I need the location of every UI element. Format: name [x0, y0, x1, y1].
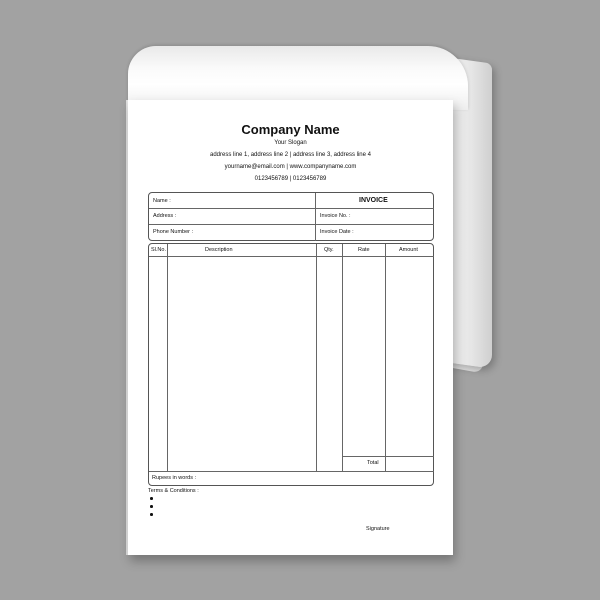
column-header-qty: Qty. [324, 247, 334, 253]
customer-info-box [148, 192, 434, 241]
total-label: Total [367, 460, 379, 466]
column-header-description: Description [205, 247, 233, 253]
terms-label: Terms & Conditions : [148, 488, 199, 494]
company-name: Company Name [241, 122, 340, 137]
items-table [148, 243, 434, 486]
invoice-title: INVOICE [359, 197, 388, 204]
signature-label: Signature [366, 526, 390, 532]
invoice-sheet [128, 100, 453, 555]
customer-address-label: Address : [153, 213, 177, 219]
company-contact: yourname@email.com | www.companyname.com [224, 164, 357, 170]
company-slogan: Your Slogan [274, 140, 307, 146]
rupees-in-words-label: Rupees in words : [152, 475, 197, 481]
terms-bullet-3 [150, 513, 153, 516]
terms-bullet-1 [150, 497, 153, 500]
terms-bullet-2 [150, 505, 153, 508]
column-header-amount: Amount [399, 247, 418, 253]
customer-name-label: Name : [153, 198, 171, 204]
invoice-date-label: Invoice Date : [320, 229, 354, 235]
column-header-slno: Sl.No. [151, 247, 166, 253]
customer-phone-label: Phone Number : [153, 229, 194, 235]
invoice-number-label: Invoice No. : [320, 213, 351, 219]
column-header-rate: Rate [358, 247, 370, 253]
company-phones: 0123456789 | 0123456789 [254, 176, 327, 182]
company-address: address line 1, address line 2 | address line 3, address line 4 [210, 152, 371, 158]
